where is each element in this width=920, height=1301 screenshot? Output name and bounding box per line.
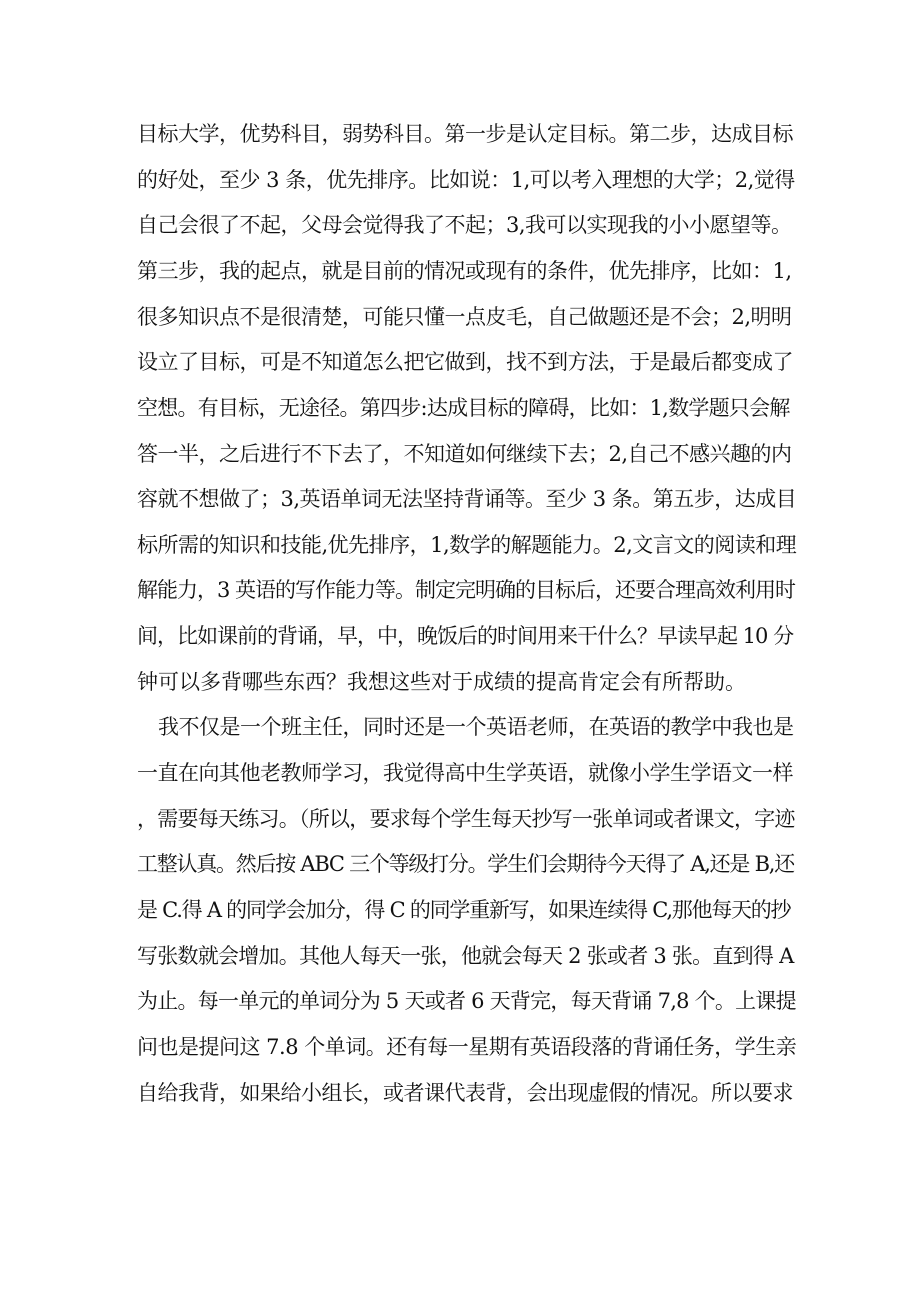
text-line: 写张数就会增加。其他人每天一张，他就会每天 2 张或者 3 张。直到得 A <box>137 944 794 968</box>
text-line: 标所需的知识和技能,优先排序，1,数学的解题能力。2,文言文的阅读和理 <box>137 533 797 557</box>
text-line: 的好处，至少 3 条，优先排序。比如说：1,可以考入理想的大学；2,觉得 <box>137 168 795 192</box>
text-line: 自己会很了不起，父母会觉得我了不起；3,我可以实现我的小小愿望等。 <box>137 213 792 237</box>
text-line: 为止。每一单元的单词分为 5 天或者 6 天背完，每天背诵 7,8 个。上课提 <box>137 989 796 1013</box>
text-line: 是 C.得 A 的同学会加分，得 C 的同学重新写，如果连续得 C,那他每天的抄 <box>137 898 791 922</box>
text-line: 间，比如课前的背诵，早，中，晚饭后的时间用来干什么？早读早起 10 分 <box>137 624 794 648</box>
text-line: 空想。有目标，无途径。第四步:达成目标的障碍，比如：1,数学题只会解 <box>137 396 790 420</box>
text-line: ，需要每天练习。（所以，要求每个学生每天抄写一张单词或者课文，字迹 <box>137 807 795 831</box>
text-line: 第三步，我的起点，就是目前的情况或现有的条件，优先排序，比如：1, <box>137 259 792 283</box>
text-line: 目标大学，优势科目，弱势科目。第一步是认定目标。第二步，达成目标 <box>137 122 793 146</box>
text-line: 设立了目标，可是不知道怎么把它做到，找不到方法，于是最后都变成了 <box>137 350 793 374</box>
text-line: 自给我背，如果给小组长，或者课代表背，会出现虚假的情况。所以要求 <box>137 1081 793 1105</box>
text-line: 我不仅是一个班主任，同时还是一个英语老师，在英语的教学中我也是 <box>158 715 794 739</box>
text-line: 一直在向其他老教师学习，我觉得高中生学英语，就像小学生学语文一样 <box>137 761 793 785</box>
text-line: 钟可以多背哪些东西？我想这些对于成绩的提高肯定会有所帮助。 <box>137 670 746 694</box>
text-line: 容就不想做了；3,英语单词无法坚持背诵等。至少 3 条。第五步，达成目 <box>137 487 797 511</box>
text-line: 解能力，3 英语的写作能力等。制定完明确的目标后，还要合理高效利用时 <box>137 578 796 602</box>
text-line: 答一半，之后进行不下去了，不知道如何继续下去；2,自己不感兴趣的内 <box>137 442 792 466</box>
text-line: 工整认真。然后按 ABC 三个等级打分。学生们会期待今天得了 A,还是 B,还 <box>137 852 794 876</box>
text-line: 很多知识点不是很清楚，可能只懂一点皮毛，自己做题还是不会；2,明明 <box>137 305 792 329</box>
text-line: 问也是提问这 7.8 个单词。还有每一星期有英语段落的背诵任务，学生亲 <box>137 1035 797 1059</box>
